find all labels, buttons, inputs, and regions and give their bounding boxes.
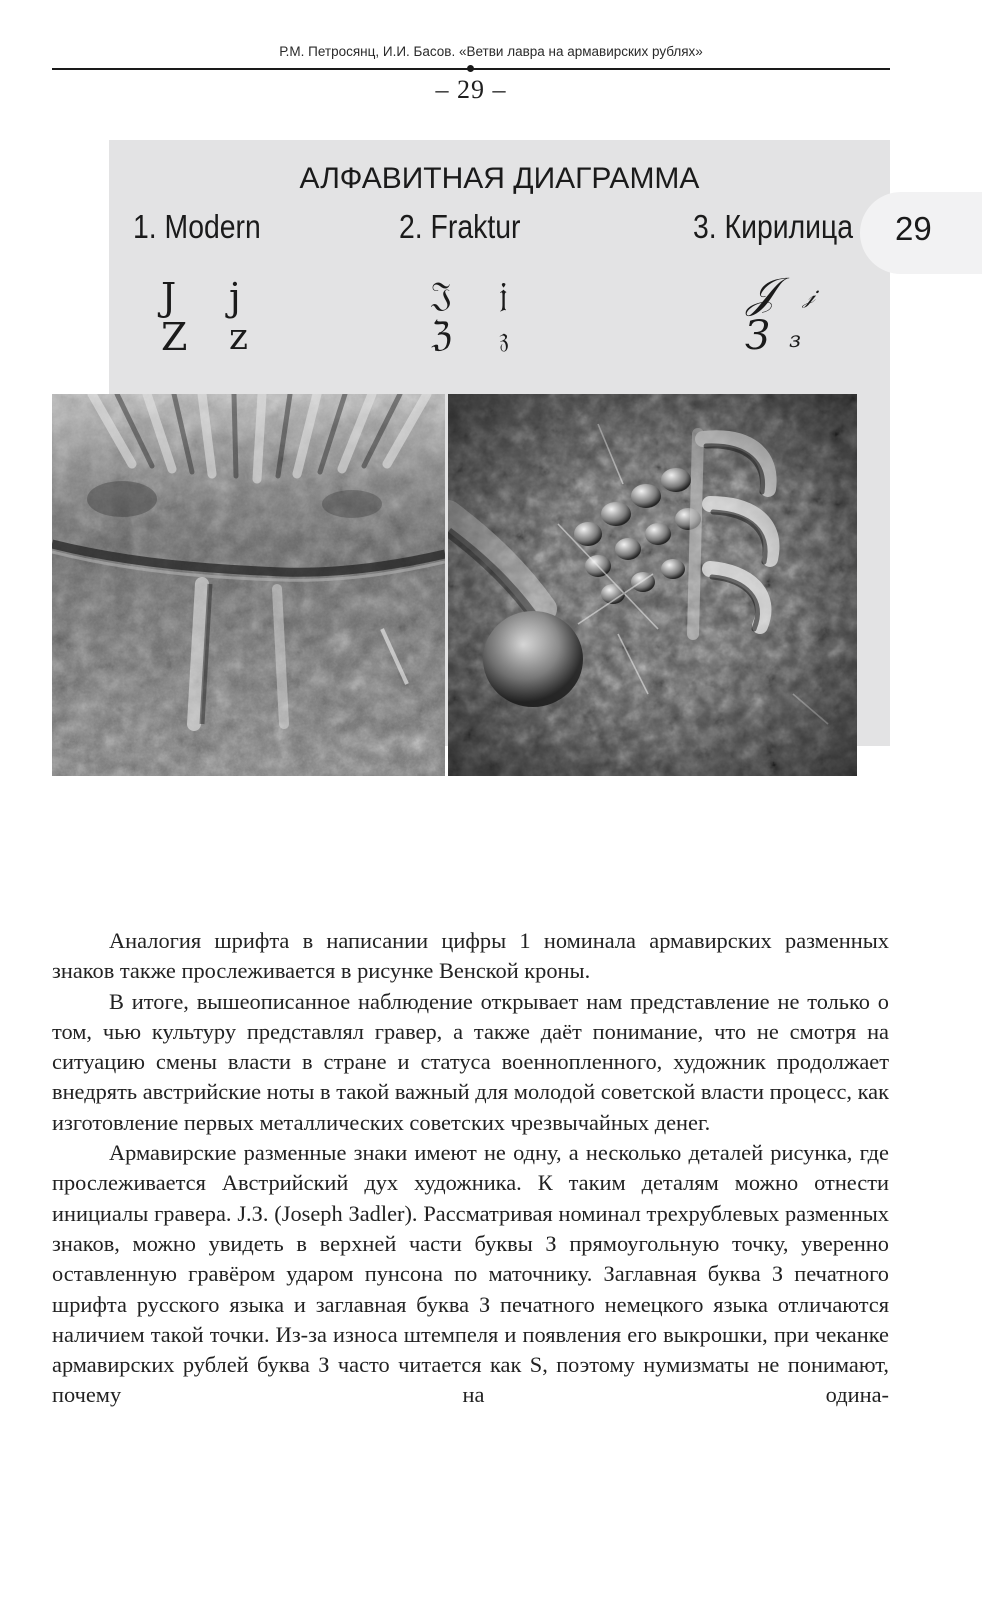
fraktur-lower-z: 𝔷 xyxy=(499,321,509,354)
running-header: Р.М. Петросянц, И.И. Басов. «Ветви лавра на армавирских рублях» xyxy=(279,44,703,59)
fraktur-upper-j: 𝔍 xyxy=(431,275,452,315)
paragraph: Армавирские разменные знаки имеют не одну, а несколько деталей рисунка, где прослеживается Австрийский дух художника. К таким деталям можно отнести инициалы гравера. J.З. (Joseph Зadler). Рассматривая номинал трехрублевых разменных знаков, можно увидеть в верхней части буквы З прямоугольную точку, уверенно оставленную гравёром ударом пунсона по маточнику. Заглавная буква З печатного шрифта русского языка и заглавная буква З печатного немецкого языка отличаются наличием такой точки. Из-за износа штемпеля и появления его выкрошки, при чеканке армавирских рублей буква З часто читается как S, поэтому нумизматы не понимают, почему на одина- xyxy=(52,1140,889,1408)
coin-detail-photo-left xyxy=(52,394,445,776)
header-rule-dot xyxy=(467,65,474,72)
page-number: – 29 – xyxy=(435,75,507,104)
modern-upper-j: J xyxy=(161,275,177,319)
diagram-title: АЛФАВИТНАЯ ДИАГРАММА xyxy=(299,162,700,195)
column-heading-modern: 1. Modern xyxy=(133,208,261,245)
column-heading-fraktur: 2. Fraktur xyxy=(399,208,521,245)
body-text xyxy=(52,926,889,1411)
paragraph: В итоге, вышеописанное наблюдение открывает нам представление не только о том, чью культуру представлял гравер, а также даёт понимание, что не смотря на ситуацию смены власти в стране и статуса военнопленного, художник продолжает внедрять австрийские ноты в такой важный для молодой советской власти процесс, как изготовление первых металлических советских чрезвычайных денег. xyxy=(52,988,889,1135)
cyrillic-script-lower-z: з xyxy=(789,328,801,353)
fraktur-upper-z: ℨ xyxy=(431,315,452,355)
fraktur-lower-j: 𝔧 xyxy=(499,275,508,315)
modern-lower-z: z xyxy=(229,317,248,358)
modern-upper-z: Z xyxy=(161,315,188,359)
side-tab-page-number: 29 xyxy=(895,210,932,247)
cyrillic-script-lower-j: 𝒿 xyxy=(803,284,816,309)
modern-lower-j: j xyxy=(229,275,241,319)
paragraph: Аналогия шрифта в написании цифры 1 номинала армавирских разменных знаков также прослеживается в рисунке Венской кроны. xyxy=(52,928,889,984)
cyrillic-script-upper-j: 𝒥 xyxy=(747,268,776,317)
column-heading-cyrillic: 3. Кирилица xyxy=(693,208,854,245)
cyrillic-script-upper-z: З xyxy=(745,313,770,359)
coin-detail-photo-right xyxy=(448,394,857,776)
